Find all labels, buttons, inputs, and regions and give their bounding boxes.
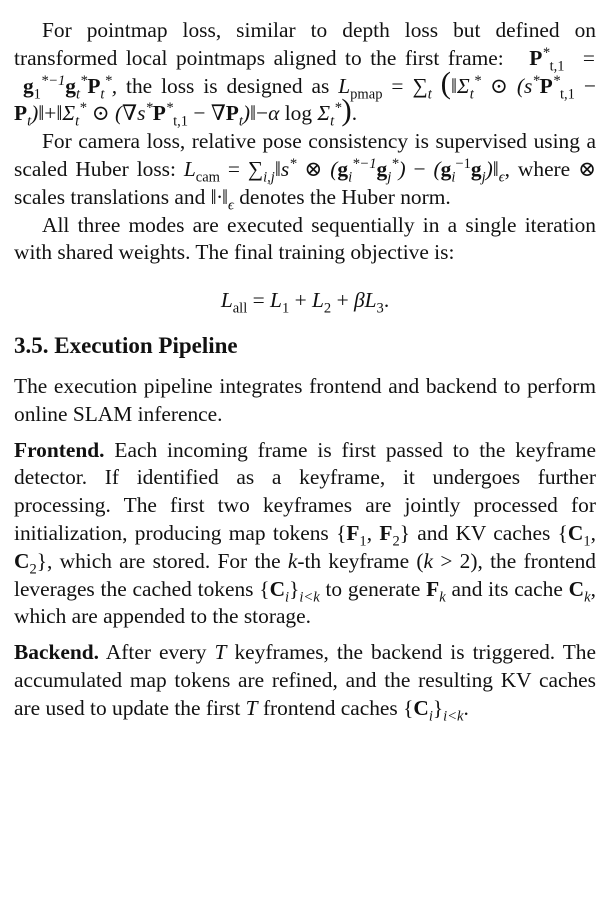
map-tokens-set: {$F_1$, $F_2$} bbox=[336, 520, 410, 550]
t-symbol-2: T bbox=[245, 695, 258, 720]
pointmap-loss-paragraph: For pointmap loss, similar to depth loss but defined on transformed local pointmaps aligned to the first frame: $P^*_{t,1} = g_1^{*-1}g_t^*P_t^*$, the loss is designed as $L_{pmap} = \sum_t$ ($‖\Sigma_t^*$ ⊙ ($s^*P^*_{t,1}$ − $P_t)‖+‖\Sigma_t^*$ ⊙ ($\nabla s^*P^*_{t,1}$ − $\nabla P_t)‖-\alpha$ $\log \Sigma_t^*$). bbox=[14, 18, 596, 130]
frontend-paragraph: Frontend. Each incoming frame is first passed to the keyframe detector. If identified as a keyframe, it undergoes further processing. The first two keyframes are jointly processed for initialization, producing map tokens {$F_1$, $F_2$} and KV caches {$C_1$, $C_2$}, which are stored. For the k-th keyframe (k > 2), the frontend leverages the cached tokens $\{C_i\}_{i<k}$ to generate $F_k$ and its cache $C_k$, which are appended to the storage. bbox=[14, 437, 596, 629]
pointmap-alignment-equation: $P^*_{t,1} = g_1^{*-1}g_t^*P_t^*$, bbox=[14, 44, 596, 102]
backend-paragraph: Backend. After every T keyframes, the backend is triggered. The accumulated map tokens are refined, and the resulting KV caches are used to update the first T frontend caches $\{C_i\}_{i<k}$. bbox=[14, 640, 597, 725]
modes-paragraph: All three modes are executed sequentially in a single iteration with shared weights. The final training objective is: bbox=[14, 212, 596, 265]
k-symbol: k bbox=[287, 548, 298, 573]
final-objective-equation: $L_{all} = L_1 + L_2 + \beta L_3$. bbox=[220, 288, 390, 317]
k-condition: k > 2 bbox=[423, 548, 471, 573]
huber-norm-symbol: $‖\cdot‖_\epsilon$ bbox=[210, 184, 234, 214]
cached-tokens-set: $\{C_i\}_{i<k}$ bbox=[259, 576, 320, 605]
ck-symbol: $C_k$ bbox=[568, 576, 591, 605]
kv-caches-set: {$C_1$, $C_2$} bbox=[14, 520, 596, 578]
section-heading: 3.5. Execution Pipeline bbox=[14, 332, 238, 358]
t-symbol: T bbox=[214, 640, 227, 665]
pointmap-loss-equation: $L_{pmap} = \sum_t$ ($‖\Sigma_t^*$ ⊙ ($s^*P^*_{t,1}$ − $P_t)‖+‖\Sigma_t^*$ ⊙ ($\nabla s^*P^*_{t,1}$ − $\nabla P_t)‖-\alpha$ $\log \Sigma_t^*$). bbox=[14, 64, 596, 130]
fk-symbol: $F_k$ bbox=[426, 576, 446, 605]
camera-loss-paragraph: For camera loss, relative pose consistency is supervised using a scaled Huber loss: $L_{cam}$ = $\sum_{i,j}‖s^*$ ⊗ $(g_i^{*-1}g_j^*)$ − $(g_i^{-1}g_j)‖_\epsilon$, where ⊗ scales translations and $‖\cdot‖_\epsilon$ denotes the Huber norm. bbox=[14, 129, 596, 214]
paper-page bbox=[14, 17, 596, 723]
section-intro-paragraph: The execution pipeline integrates frontend and backend to perform online SLAM inference. bbox=[14, 373, 596, 426]
frontend-caches-set: $\{C_i\}_{i<k}$. bbox=[403, 695, 469, 725]
camera-loss-equation: $L_{cam}$ = $\sum_{i,j}‖s^*$ ⊗ $(g_i^{*-1}g_j^*)$ − $(g_i^{-1}g_j)‖_\epsilon$, bbox=[183, 155, 511, 186]
